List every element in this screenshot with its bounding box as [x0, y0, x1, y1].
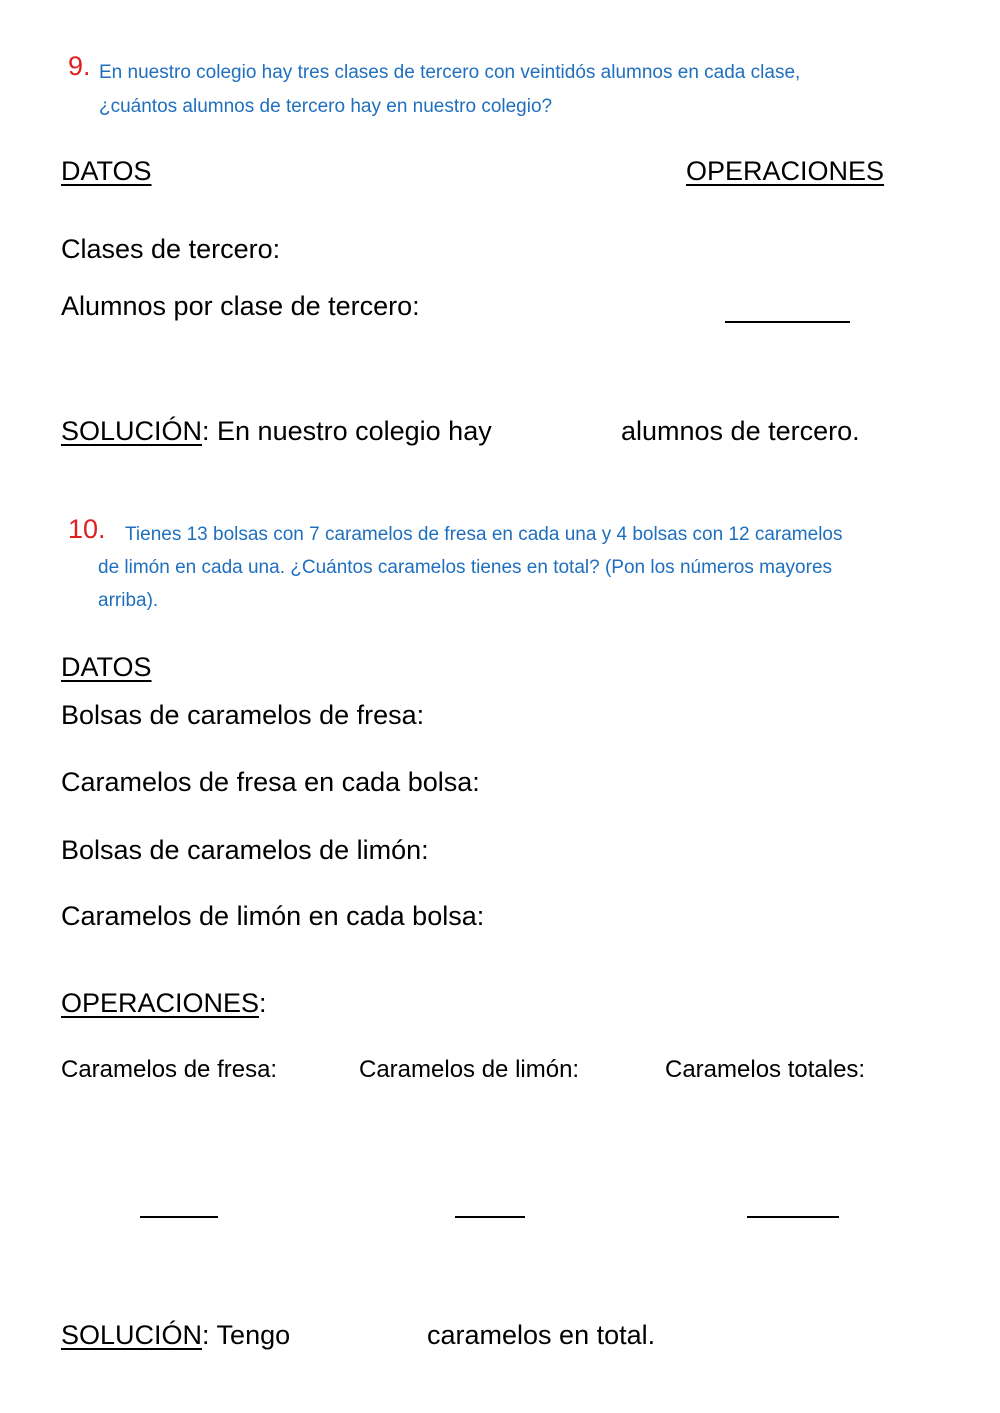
problem-10-question-line-1: Tienes 13 bolsas con 7 caramelos de fresa en cada una y 4 bolsas con 12 caramelos — [125, 524, 843, 545]
problem-9-data-label-alumnos: Alumnos por clase de tercero: — [61, 291, 420, 321]
problem-9-question-line-1: En nuestro colegio hay tres clases de tercero con veintidós alumnos en cada clase, — [99, 62, 801, 83]
problem-9-solution-label: SOLUCIÓN — [61, 416, 203, 446]
problem-10-op-label-limon: Caramelos de limón: — [359, 1056, 580, 1083]
problem-10-solution-text-1: : Tengo — [202, 1320, 291, 1350]
problem-9-data-label-clases: Clases de tercero: — [61, 234, 281, 264]
problem-9-solution — [61, 416, 492, 447]
problem-10-data-label-caramelos-limon: Caramelos de limón en cada bolsa: — [61, 901, 485, 931]
problem-10-question-line-2: de limón en cada una. ¿Cuántos caramelos tienes en total? (Pon los números mayores — [98, 557, 833, 578]
problem-10-question-line-3: arriba). — [98, 590, 159, 611]
problem-9-number: 9. — [68, 51, 91, 81]
problem-10-solution-text-2: caramelos en total. — [427, 1320, 656, 1350]
problem-10-data-label-bolsas-limon: Bolsas de caramelos de limón: — [61, 835, 429, 865]
problem-9-question-line-2: ¿cuántos alumnos de tercero hay en nuestro colegio? — [99, 96, 553, 117]
problem-10-operaciones-colon: : — [259, 988, 267, 1018]
problem-10-totales-operation-line — [747, 1216, 839, 1218]
problem-10-number: 10. — [68, 514, 106, 544]
problem-10-operaciones-heading: OPERACIONES — [61, 988, 260, 1018]
problem-10-operaciones — [61, 988, 267, 1019]
problem-9-operaciones-heading: OPERACIONES — [686, 156, 885, 186]
problem-9-solution-text-1: : En nuestro colegio hay — [202, 416, 492, 446]
problem-10-datos-heading: DATOS — [61, 652, 152, 682]
problem-10-op-label-totales: Caramelos totales: — [665, 1056, 866, 1083]
problem-10-limon-operation-line — [455, 1216, 525, 1218]
problem-10-data-label-bolsas-fresa: Bolsas de caramelos de fresa: — [61, 700, 425, 730]
problem-10-data-label-caramelos-fresa: Caramelos de fresa en cada bolsa: — [61, 767, 480, 797]
problem-10-op-label-fresa: Caramelos de fresa: — [61, 1056, 278, 1083]
problem-9-solution-text-2: alumnos de tercero. — [621, 416, 860, 446]
problem-9-datos-heading: DATOS — [61, 156, 152, 186]
problem-9-operation-line — [725, 321, 850, 323]
problem-10-solution-label: SOLUCIÓN — [61, 1320, 203, 1350]
problem-10-solution — [61, 1320, 290, 1351]
problem-10-fresa-operation-line — [140, 1216, 218, 1218]
